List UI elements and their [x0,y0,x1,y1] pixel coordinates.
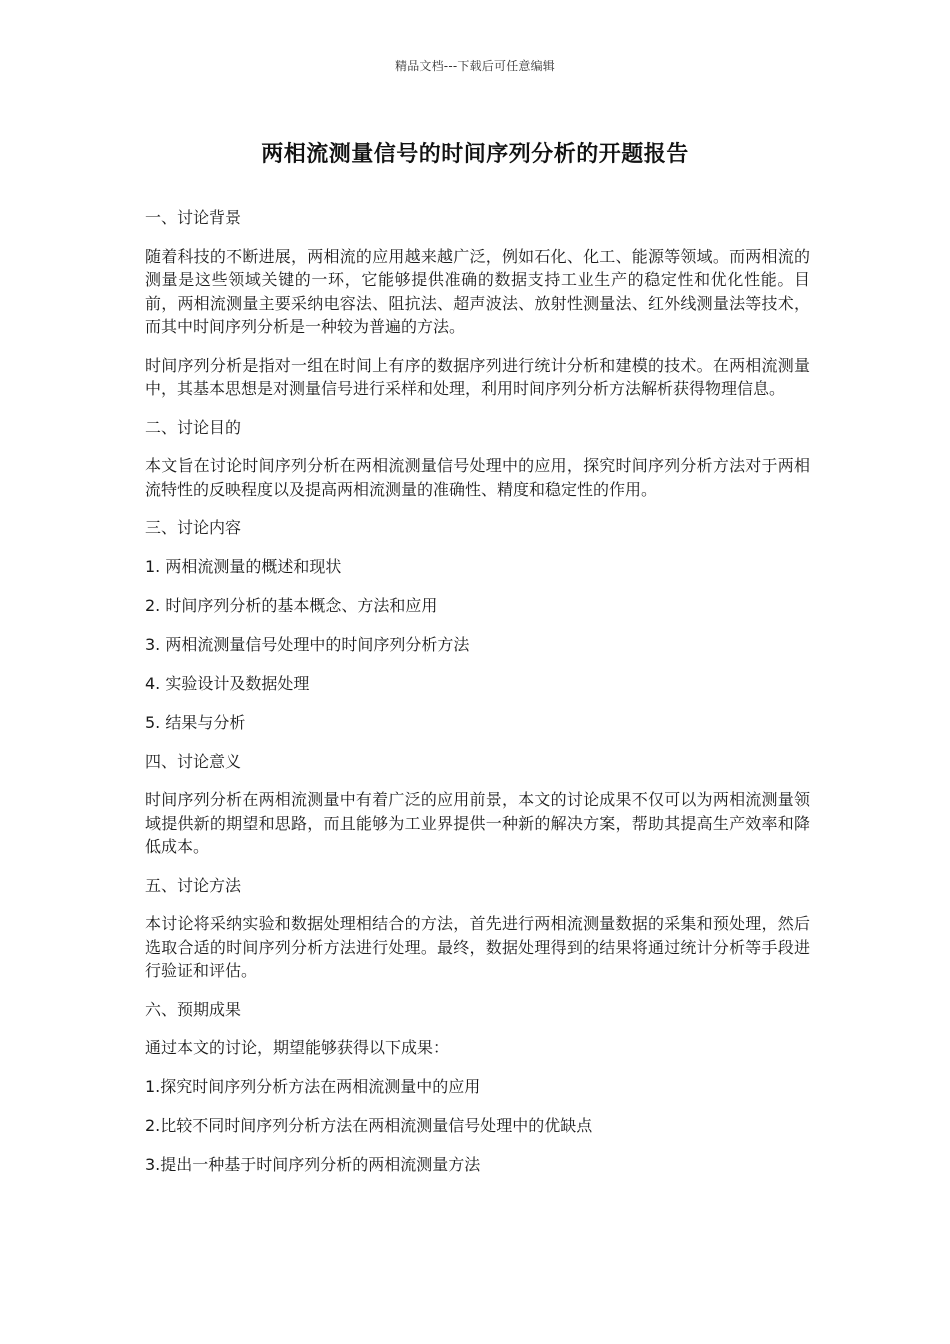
document-title: 两相流测量信号的时间序列分析的开题报告 [261,142,689,167]
list-item: 5. 结果与分析 [145,712,246,732]
paragraph-purpose: 本文旨在讨论时间序列分析在两相流测量信号处理中的应用，探究时间序列分析方法对于两相流特性的反映程度以及提高两相流测量的准确性、精度和稳定性的作用。 [145,456,810,499]
section-heading-expected-results: 六、预期成果 [145,999,242,1019]
paragraph-method: 本讨论将采纳实验和数据处理相结合的方法，首先进行两相流测量数据的采集和预处理，然后选取合适的时间序列分析方法进行处理。最终，数据处理得到的结果将通过统计分析等手段进行验证和评估。 [145,914,810,980]
document-body [145,206,810,1192]
list-item: 4. 实验设计及数据处理 [145,673,310,693]
section-heading-content: 三、讨论内容 [145,518,242,537]
list-item: 1.探究时间序列分析方法在两相流测量中的应用 [145,1077,481,1096]
paragraph-background-1: 随着科技的不断进展，两相流的应用越来越广泛，例如石化、化工、能源等领域。而两相流的测量是这些领域关键的一环，它能够提供准确的数据支持工业生产的稳定性和优化性能。目前，两相流测量主要采纳电容法、阻抗法、超声波法、放射性测量法、红外线测量法等技术，而其中时间序列分析是一种较为普遍的方法。 [145,246,810,336]
list-item: 2.比较不同时间序列分析方法在两相流测量信号处理中的优缺点 [145,1116,593,1135]
list-item: 3.提出一种基于时间序列分析的两相流测量方法 [145,1155,481,1174]
paragraph-background-2: 时间序列分析是指对一组在时间上有序的数据序列进行统计分析和建模的技术。在两相流测量中，其基本思想是对测量信号进行采样和处理，利用时间序列分析方法解析获得物理信息。 [145,355,810,398]
section-heading-background: 一、讨论背景 [145,208,242,227]
section-heading-method: 五、讨论方法 [145,875,242,895]
paragraph-expected-intro: 通过本文的讨论，期望能够获得以下成果： [145,1038,450,1057]
section-heading-significance: 四、讨论意义 [145,751,242,771]
list-item: 2. 时间序列分析的基本概念、方法和应用 [145,595,438,615]
paragraph-significance: 时间序列分析在两相流测量中有着广泛的应用前景，本文的讨论成果不仅可以为两相流测量领域提供新的期望和思路，而且能够为工业界提供一种新的解决方案，帮助其提高生产效率和降低成本。 [145,790,810,856]
list-item: 1. 两相流测量的概述和现状 [145,556,342,576]
section-heading-purpose: 二、讨论目的 [145,417,242,437]
list-item: 3. 两相流测量信号处理中的时间序列分析方法 [145,634,470,654]
header-note: 精品文档---下载后可任意编辑 [395,59,555,73]
